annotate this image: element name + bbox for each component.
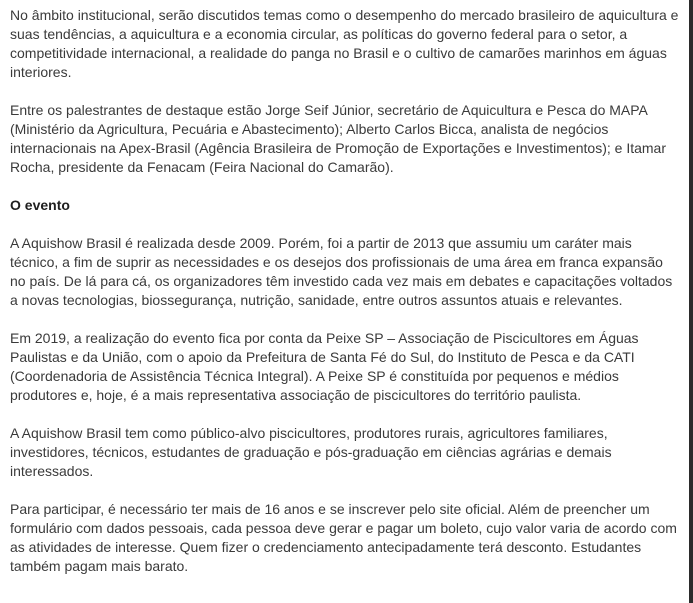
paragraph-institutional-topics: No âmbito institucional, serão discutidos temas como o desempenho do mercado brasileiro de aquicultura e suas tendências, a aquicultura e a economia circular, as políticas do governo federal para o setor, a competitividade internacional, a realidade do panga no Brasil e o cultivo de camarões marinhos em águas interiores. xyxy=(10,7,679,80)
window-right-edge xyxy=(689,0,693,603)
paragraph-organization-2019: Em 2019, a realização do evento fica por conta da Peixe SP – Associação de Piscicultores em Águas Paulistas e da União, com o apoio da Prefeitura de Santa Fé do Sul, do Instituto de Pesca e da CATI (Coordenadoria de Assistência Técnica Integral). A Peixe SP é constituída por pequenos e médios produtores e, hoje, é a mais representativa associação de piscicultores do território paulista. xyxy=(10,330,639,403)
paragraph-event-history: A Aquishow Brasil é realizada desde 2009. Porém, foi a partir de 2013 que assumiu um caráter mais técnico, a fim de suprir as necessidades e os desejos dos profissionais de uma área em franca expansão no país. De lá para cá, os organizadores têm investido cada vez mais em debates e capacitações voltados a novas tecnologias, biossegurança, nutrição, sanidade, entre outros assuntos atuais e relevantes. xyxy=(10,235,673,308)
paragraph-target-audience: A Aquishow Brasil tem como público-alvo piscicultores, produtores rurais, agricultores familiares, investidores, técnicos, estudantes de graduação e pós-graduação em ciências agrárias e demais interessados. xyxy=(10,425,612,479)
article-body xyxy=(10,6,682,595)
section-heading-o-evento: O evento xyxy=(10,197,70,213)
paragraph-speakers: Entre os palestrantes de destaque estão Jorge Seif Júnior, secretário de Aquicultura e Pesca do MAPA (Ministério da Agricultura, Pecuária e Abastecimento); Alberto Carlos Bicca, analista de negócios internacionais na Apex-Brasil (Agência Brasileira de Promoção de Exportações e Investimentos); e Itamar Rocha, presidente da Fenacam (Feira Nacional do Camarão). xyxy=(10,102,666,175)
paragraph-registration: Para participar, é necessário ter mais de 16 anos e se inscrever pelo site oficial. Além de preencher um formulário com dados pessoais, cada pessoa deve gerar e pagar um boleto, cujo valor varia de acordo com as atividades de interesse. Quem fizer o credenciamento antecipadamente terá desconto. Estudantes também pagam mais barato. xyxy=(10,501,677,574)
